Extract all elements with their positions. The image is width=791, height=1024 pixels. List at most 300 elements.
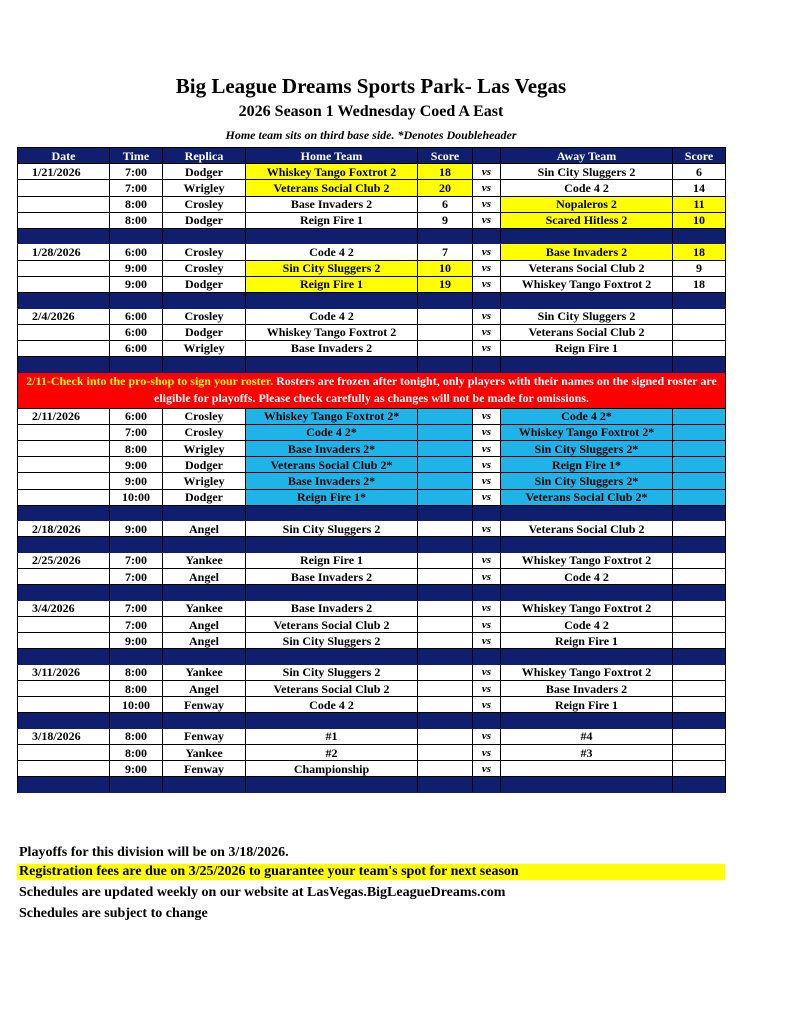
week-separator-row — [18, 357, 726, 373]
vs-cell: vs — [473, 340, 501, 356]
home-team-cell: Base Invaders 2 — [246, 340, 418, 356]
away-team-cell: Sin City Sluggers 2* — [501, 473, 673, 489]
separator-cell — [18, 777, 110, 793]
time-cell: 7:00 — [110, 600, 163, 616]
home-score-cell — [418, 600, 473, 616]
separator-cell — [110, 585, 163, 601]
game-row — [18, 408, 726, 424]
game-row — [18, 600, 726, 616]
home-score-cell — [418, 697, 473, 713]
away-score-cell — [673, 440, 726, 456]
home-team-cell: Veterans Social Club 2 — [246, 180, 418, 196]
separator-cell — [18, 537, 110, 553]
subject-to-change-note: Schedules are subject to change — [19, 906, 208, 921]
away-score-cell: 9 — [673, 260, 726, 276]
separator-cell — [418, 713, 473, 729]
home-team-cell: Sin City Sluggers 2 — [246, 521, 418, 537]
home-score-cell — [418, 745, 473, 761]
page-title: Big League Dreams Sports Park- Las Vegas — [175, 74, 567, 98]
home-team-cell: Reign Fire 1* — [246, 489, 418, 505]
week-separator-row — [18, 649, 726, 665]
time-cell: 7:00 — [110, 164, 163, 180]
separator-cell — [110, 537, 163, 553]
vs-cell: vs — [473, 424, 501, 440]
game-row — [18, 340, 726, 356]
col-header-replica: Replica — [163, 148, 246, 164]
col-header-time: Time — [110, 148, 163, 164]
away-team-cell: Whiskey Tango Foxtrot 2 — [501, 276, 673, 292]
separator-cell — [501, 585, 673, 601]
separator-cell — [501, 777, 673, 793]
home-score-cell: 6 — [418, 196, 473, 212]
separator-cell — [18, 585, 110, 601]
home-team-cell: Reign Fire 1 — [246, 276, 418, 292]
separator-cell — [18, 713, 110, 729]
game-row — [18, 761, 726, 777]
away-team-cell: Veterans Social Club 2 — [501, 324, 673, 340]
vs-cell: vs — [473, 697, 501, 713]
field-cell: Angel — [163, 569, 246, 585]
time-cell: 8:00 — [110, 745, 163, 761]
week-separator-row — [18, 537, 726, 553]
away-team-cell: Veterans Social Club 2 — [501, 521, 673, 537]
home-team-cell: Sin City Sluggers 2 — [246, 633, 418, 649]
vs-cell: vs — [473, 761, 501, 777]
date-cell: 1/21/2026 — [18, 164, 110, 180]
vs-cell: vs — [473, 457, 501, 473]
home-team-cell: Whiskey Tango Foxtrot 2 — [246, 164, 418, 180]
field-cell: Wrigley — [163, 180, 246, 196]
game-row — [18, 457, 726, 473]
away-score-cell — [673, 697, 726, 713]
away-team-cell — [501, 761, 673, 777]
vs-cell: vs — [473, 244, 501, 260]
home-score-cell — [418, 340, 473, 356]
home-score-cell: 19 — [418, 276, 473, 292]
week-separator-row — [18, 505, 726, 521]
away-team-cell: Code 4 2 — [501, 616, 673, 632]
separator-cell — [673, 585, 726, 601]
separator-cell — [473, 713, 501, 729]
date-cell — [18, 569, 110, 585]
separator-cell — [163, 585, 246, 601]
time-cell: 9:00 — [110, 260, 163, 276]
field-cell: Wrigley — [163, 340, 246, 356]
field-cell: Crosley — [163, 196, 246, 212]
time-cell: 9:00 — [110, 633, 163, 649]
home-score-cell — [418, 521, 473, 537]
field-cell: Fenway — [163, 697, 246, 713]
field-cell: Crosley — [163, 308, 246, 324]
separator-cell — [418, 505, 473, 521]
separator-cell — [18, 505, 110, 521]
away-team-cell: Scared Hitless 2 — [501, 212, 673, 228]
home-team-cell: Whiskey Tango Foxtrot 2 — [246, 324, 418, 340]
game-row — [18, 633, 726, 649]
date-cell — [18, 440, 110, 456]
vs-cell: vs — [473, 664, 501, 680]
vs-cell: vs — [473, 196, 501, 212]
game-row — [18, 728, 726, 744]
away-team-cell: Reign Fire 1 — [501, 633, 673, 649]
vs-cell: vs — [473, 164, 501, 180]
separator-cell — [673, 228, 726, 244]
home-score-cell — [418, 457, 473, 473]
home-score-cell — [418, 440, 473, 456]
separator-cell — [110, 228, 163, 244]
away-score-cell — [673, 600, 726, 616]
time-cell: 9:00 — [110, 761, 163, 777]
separator-cell — [163, 777, 246, 793]
game-row — [18, 180, 726, 196]
separator-cell — [673, 713, 726, 729]
separator-cell — [501, 293, 673, 309]
field-cell: Yankee — [163, 664, 246, 680]
date-cell — [18, 180, 110, 196]
date-cell — [18, 697, 110, 713]
home-team-cell: Code 4 2 — [246, 308, 418, 324]
separator-cell — [163, 293, 246, 309]
away-score-cell: 11 — [673, 196, 726, 212]
game-row — [18, 324, 726, 340]
week-separator-row — [18, 293, 726, 309]
away-team-cell: Whiskey Tango Foxtrot 2 — [501, 552, 673, 568]
field-cell: Dodger — [163, 324, 246, 340]
separator-cell — [673, 777, 726, 793]
home-score-cell — [418, 552, 473, 568]
table-header-row — [18, 148, 726, 164]
away-team-cell: Sin City Sluggers 2* — [501, 440, 673, 456]
separator-cell — [673, 505, 726, 521]
registration-note: Registration fees are due on 3/25/2026 to guarantee your team's spot for next season — [17, 864, 725, 880]
away-score-cell: 6 — [673, 164, 726, 180]
date-cell: 2/11/2026 — [18, 408, 110, 424]
home-team-cell: Championship — [246, 761, 418, 777]
away-score-cell — [673, 424, 726, 440]
home-score-cell — [418, 408, 473, 424]
time-cell: 6:00 — [110, 408, 163, 424]
separator-cell — [110, 293, 163, 309]
field-cell: Fenway — [163, 728, 246, 744]
separator-cell — [418, 357, 473, 373]
away-score-cell — [673, 728, 726, 744]
home-team-note: Home team sits on third base side. *Denotes Doubleheader — [225, 128, 517, 142]
week-separator-row — [18, 713, 726, 729]
time-cell: 8:00 — [110, 728, 163, 744]
away-team-cell: Reign Fire 1 — [501, 697, 673, 713]
away-score-cell — [673, 489, 726, 505]
game-row — [18, 424, 726, 440]
home-team-cell: Reign Fire 1 — [246, 212, 418, 228]
field-cell: Angel — [163, 633, 246, 649]
separator-cell — [501, 649, 673, 665]
separator-cell — [673, 293, 726, 309]
separator-cell — [418, 293, 473, 309]
separator-cell — [163, 649, 246, 665]
separator-cell — [473, 649, 501, 665]
date-cell — [18, 633, 110, 649]
home-score-cell — [418, 664, 473, 680]
away-score-cell — [673, 324, 726, 340]
away-team-cell: Veterans Social Club 2 — [501, 260, 673, 276]
field-cell: Angel — [163, 616, 246, 632]
home-team-cell: Sin City Sluggers 2 — [246, 664, 418, 680]
date-cell: 3/4/2026 — [18, 600, 110, 616]
separator-cell — [246, 777, 418, 793]
separator-cell — [18, 293, 110, 309]
separator-cell — [163, 228, 246, 244]
game-row — [18, 196, 726, 212]
date-cell — [18, 212, 110, 228]
vs-cell: vs — [473, 681, 501, 697]
time-cell: 6:00 — [110, 308, 163, 324]
separator-cell — [110, 357, 163, 373]
home-team-cell: Base Invaders 2* — [246, 440, 418, 456]
home-score-cell: 20 — [418, 180, 473, 196]
week-separator-row — [18, 228, 726, 244]
time-cell: 7:00 — [110, 424, 163, 440]
away-team-cell: Base Invaders 2 — [501, 681, 673, 697]
home-score-cell: 18 — [418, 164, 473, 180]
vs-cell: vs — [473, 600, 501, 616]
date-cell — [18, 260, 110, 276]
separator-cell — [246, 585, 418, 601]
away-score-cell — [673, 457, 726, 473]
separator-cell — [110, 713, 163, 729]
separator-cell — [246, 228, 418, 244]
game-row — [18, 664, 726, 680]
col-header-home-score: Score — [418, 148, 473, 164]
time-cell: 8:00 — [110, 196, 163, 212]
away-team-cell: #3 — [501, 745, 673, 761]
separator-cell — [246, 649, 418, 665]
vs-cell: vs — [473, 276, 501, 292]
separator-cell — [501, 537, 673, 553]
date-cell — [18, 745, 110, 761]
date-cell: 2/18/2026 — [18, 521, 110, 537]
game-row — [18, 697, 726, 713]
vs-cell: vs — [473, 308, 501, 324]
game-row — [18, 260, 726, 276]
separator-cell — [163, 505, 246, 521]
time-cell: 9:00 — [110, 276, 163, 292]
away-score-cell — [673, 761, 726, 777]
playoffs-note: Playoffs for this division will be on 3/18/2026. — [19, 845, 289, 860]
col-header-away-score: Score — [673, 148, 726, 164]
time-cell: 9:00 — [110, 457, 163, 473]
separator-cell — [163, 713, 246, 729]
separator-cell — [501, 228, 673, 244]
home-team-cell: Base Invaders 2* — [246, 473, 418, 489]
date-cell — [18, 761, 110, 777]
home-team-cell: Base Invaders 2 — [246, 196, 418, 212]
home-team-cell: Whiskey Tango Foxtrot 2* — [246, 408, 418, 424]
date-cell — [18, 489, 110, 505]
away-team-cell: Code 4 2 — [501, 569, 673, 585]
separator-cell — [246, 357, 418, 373]
vs-cell: vs — [473, 633, 501, 649]
home-score-cell — [418, 473, 473, 489]
away-team-cell: Whiskey Tango Foxtrot 2* — [501, 424, 673, 440]
away-score-cell — [673, 664, 726, 680]
separator-cell — [473, 228, 501, 244]
away-team-cell: Nopaleros 2 — [501, 196, 673, 212]
away-score-cell: 14 — [673, 180, 726, 196]
vs-cell: vs — [473, 521, 501, 537]
home-score-cell — [418, 489, 473, 505]
separator-cell — [473, 777, 501, 793]
separator-cell — [110, 649, 163, 665]
away-score-cell — [673, 569, 726, 585]
field-cell: Crosley — [163, 260, 246, 276]
separator-cell — [473, 537, 501, 553]
vs-cell: vs — [473, 569, 501, 585]
separator-cell — [418, 585, 473, 601]
date-cell: 2/25/2026 — [18, 552, 110, 568]
away-score-cell — [673, 552, 726, 568]
date-cell — [18, 424, 110, 440]
home-score-cell — [418, 424, 473, 440]
date-cell — [18, 681, 110, 697]
game-row — [18, 745, 726, 761]
away-team-cell: Base Invaders 2 — [501, 244, 673, 260]
vs-cell: vs — [473, 745, 501, 761]
date-cell: 2/4/2026 — [18, 308, 110, 324]
separator-cell — [18, 228, 110, 244]
date-cell — [18, 457, 110, 473]
date-cell — [18, 340, 110, 356]
field-cell: Yankee — [163, 600, 246, 616]
home-score-cell — [418, 761, 473, 777]
away-team-cell: Whiskey Tango Foxtrot 2 — [501, 600, 673, 616]
away-score-cell — [673, 308, 726, 324]
separator-cell — [418, 649, 473, 665]
field-cell: Dodger — [163, 276, 246, 292]
separator-cell — [473, 293, 501, 309]
field-cell: Dodger — [163, 489, 246, 505]
home-team-cell: Code 4 2 — [246, 697, 418, 713]
separator-cell — [246, 713, 418, 729]
separator-cell — [501, 357, 673, 373]
col-header-vs — [473, 148, 501, 164]
vs-cell: vs — [473, 473, 501, 489]
game-row — [18, 616, 726, 632]
home-score-cell — [418, 728, 473, 744]
home-team-cell: Base Invaders 2 — [246, 600, 418, 616]
time-cell: 10:00 — [110, 489, 163, 505]
field-cell: Yankee — [163, 552, 246, 568]
roster-notice-highlight: 2/11-Check into the pro-shop to sign your roster. — [26, 374, 274, 389]
field-cell: Wrigley — [163, 440, 246, 456]
away-score-cell: 18 — [673, 276, 726, 292]
time-cell: 7:00 — [110, 180, 163, 196]
roster-notice — [18, 372, 726, 408]
game-row — [18, 473, 726, 489]
time-cell: 8:00 — [110, 681, 163, 697]
home-team-cell: Code 4 2 — [246, 244, 418, 260]
home-team-cell: Sin City Sluggers 2 — [246, 260, 418, 276]
away-score-cell: 10 — [673, 212, 726, 228]
home-score-cell — [418, 616, 473, 632]
separator-cell — [501, 713, 673, 729]
time-cell: 9:00 — [110, 521, 163, 537]
date-cell: 1/28/2026 — [18, 244, 110, 260]
separator-cell — [673, 357, 726, 373]
vs-cell: vs — [473, 728, 501, 744]
time-cell: 7:00 — [110, 552, 163, 568]
away-score-cell: 18 — [673, 244, 726, 260]
date-cell — [18, 196, 110, 212]
game-row — [18, 552, 726, 568]
game-row — [18, 489, 726, 505]
separator-cell — [163, 537, 246, 553]
separator-cell — [473, 585, 501, 601]
away-team-cell: Code 4 2 — [501, 180, 673, 196]
home-score-cell: 9 — [418, 212, 473, 228]
vs-cell: vs — [473, 408, 501, 424]
away-team-cell: Whiskey Tango Foxtrot 2 — [501, 664, 673, 680]
separator-cell — [673, 537, 726, 553]
date-cell: 3/18/2026 — [18, 728, 110, 744]
home-score-cell — [418, 324, 473, 340]
separator-cell — [18, 649, 110, 665]
field-cell: Crosley — [163, 408, 246, 424]
vs-cell: vs — [473, 260, 501, 276]
time-cell: 9:00 — [110, 473, 163, 489]
field-cell: Dodger — [163, 457, 246, 473]
away-team-cell: Reign Fire 1* — [501, 457, 673, 473]
separator-cell — [418, 777, 473, 793]
home-score-cell — [418, 633, 473, 649]
game-row — [18, 164, 726, 180]
home-team-cell: Veterans Social Club 2 — [246, 681, 418, 697]
away-team-cell: #4 — [501, 728, 673, 744]
field-cell: Fenway — [163, 761, 246, 777]
time-cell: 6:00 — [110, 244, 163, 260]
game-row — [18, 244, 726, 260]
separator-cell — [673, 649, 726, 665]
week-separator-row — [18, 585, 726, 601]
home-score-cell — [418, 681, 473, 697]
game-row — [18, 521, 726, 537]
away-team-cell: Code 4 2* — [501, 408, 673, 424]
separator-cell — [473, 505, 501, 521]
field-cell: Wrigley — [163, 473, 246, 489]
game-row — [18, 276, 726, 292]
separator-cell — [163, 357, 246, 373]
home-team-cell: #1 — [246, 728, 418, 744]
col-header-date: Date — [18, 148, 110, 164]
away-score-cell — [673, 616, 726, 632]
separator-cell — [246, 537, 418, 553]
date-cell — [18, 324, 110, 340]
roster-notice-text: Rosters are frozen after tonight, only players with their names on the signed roster are eligible for playoffs. Please check carefully as changes will not be made for omissions. — [154, 374, 717, 406]
separator-cell — [246, 505, 418, 521]
field-cell: Angel — [163, 681, 246, 697]
away-team-cell: Sin City Sluggers 2 — [501, 308, 673, 324]
date-cell — [18, 473, 110, 489]
home-score-cell: 7 — [418, 244, 473, 260]
game-row — [18, 681, 726, 697]
vs-cell: vs — [473, 212, 501, 228]
schedule-table — [17, 147, 726, 793]
vs-cell: vs — [473, 616, 501, 632]
home-team-cell: Base Invaders 2 — [246, 569, 418, 585]
away-score-cell — [673, 340, 726, 356]
away-team-cell: Sin City Sluggers 2 — [501, 164, 673, 180]
away-score-cell — [673, 521, 726, 537]
away-score-cell — [673, 681, 726, 697]
